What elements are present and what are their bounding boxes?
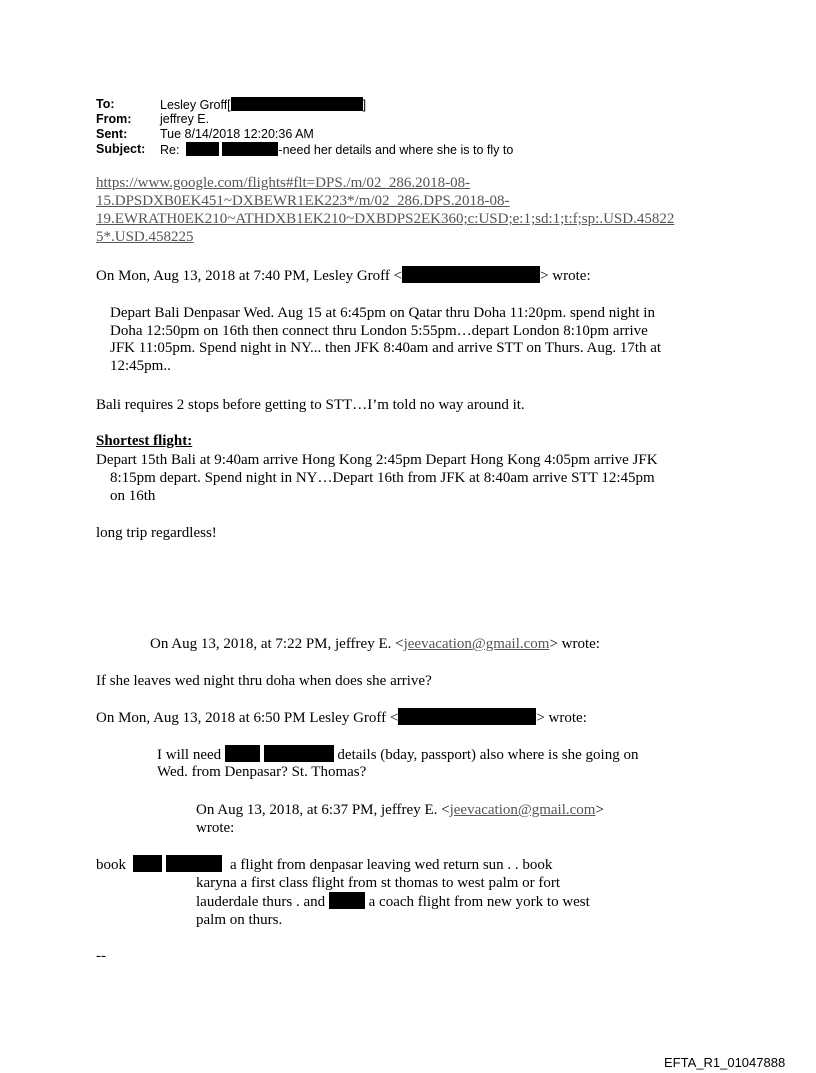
from-row (96, 112, 596, 127)
to-close: ] (362, 98, 367, 112)
redaction-block (402, 266, 540, 283)
redaction-block (264, 745, 334, 762)
shortest-line: Depart 15th Bali at 9:40am arrive Hong Kong 2:45pm Depart Hong Kong 4:05pm arrive JFK (96, 452, 658, 468)
need-text: details (bday, passport) also where is she going on (337, 747, 639, 763)
book-line-3 (196, 892, 590, 911)
book-line-4: palm on thurs. (196, 912, 283, 928)
shortest-line: 8:15pm depart. Spend night in NY…Depart 16th from JFK at 8:40am arrive STT 12:45pm (110, 470, 655, 486)
flights-link[interactable] (96, 174, 674, 246)
redaction-block (329, 892, 365, 909)
book-text: a coach flight from new york to west (368, 894, 590, 910)
from-value: jeffrey E. (160, 112, 210, 126)
shortest-paragraph (96, 451, 658, 505)
sent-row (96, 127, 596, 142)
email-link[interactable]: jeevacation@gmail.com (403, 636, 550, 652)
quote-header-suffix: > (595, 802, 604, 818)
subject-row (96, 142, 596, 157)
link-line[interactable]: 19.EWRATH0EK210~ATHDXB1EK210~DXBDPS2EK360;c:USD;e:1;sd:1;t:f;sp:.USD.45822 (96, 211, 675, 227)
quote-header-4 (196, 801, 604, 819)
to-value: Lesley Groff[ (160, 98, 231, 112)
email-header (96, 97, 596, 159)
question-text: If she leaves wed night thru doha when does she arrive? (96, 673, 432, 689)
quote-header-text: On Aug 13, 2018, at 7:22 PM, jeffrey E. < (150, 636, 404, 652)
need-text: I will need (157, 747, 222, 763)
quote-header-2 (150, 635, 600, 653)
bali-note: Bali requires 2 stops before getting to STT…I’m told no way around it. (96, 397, 525, 413)
book-line-2: karyna a first class flight from st thomas to west palm or fort (196, 875, 561, 891)
quote-header-text: On Mon, Aug 13, 2018 at 7:40 PM, Lesley Groff < (96, 268, 403, 284)
redaction-block (133, 855, 162, 872)
book-text: lauderdale thurs . and (196, 894, 326, 910)
need-line-2: Wed. from Denpasar? St. Thomas? (157, 764, 367, 780)
signature-dashes: -- (96, 948, 106, 964)
from-label: From: (96, 112, 132, 126)
redaction-block (398, 708, 536, 725)
sent-value: Tue 8/14/2018 12:20:36 AM (160, 127, 314, 141)
link-line[interactable]: https://www.google.com/flights#flt=DPS./m/02_286.2018-08- (96, 175, 471, 191)
depart-line: JFK 11:05pm. Spend night in NY... then JFK 8:40am and arrive STT on Thurs. Aug. 17th at (110, 340, 662, 356)
to-row (96, 97, 596, 112)
quote-header-suffix: > wrote: (540, 268, 591, 284)
link-line[interactable]: 15.DPSDXB0EK451~DXBEWR1EK223*/m/02_286.DPS.2018-08- (96, 193, 510, 209)
redaction-block (225, 745, 260, 762)
subject-suffix: -need her details and where she is to fly to (278, 143, 514, 157)
depart-line: 12:45pm.. (110, 357, 171, 374)
shortest-line: on 16th (110, 488, 156, 504)
subject-prefix: Re: (160, 143, 180, 157)
to-label: To: (96, 97, 115, 111)
long-trip-text: long trip regardless! (96, 525, 217, 541)
redaction-block (166, 855, 222, 872)
quote-header-suffix: > wrote: (536, 710, 587, 726)
depart-line: Doha 12:50pm on 16th then connect thru London 5:55pm…depart London 8:10pm arrive (110, 322, 648, 339)
subject-label: Subject: (96, 142, 146, 156)
document-id: EFTA_R1_01047888 (664, 1055, 786, 1070)
quote-header-3 (96, 708, 587, 727)
need-line-1 (157, 745, 638, 764)
redaction-block (231, 97, 363, 111)
redaction-block (186, 142, 219, 156)
quote-header-1 (96, 266, 591, 285)
quote-header-text: On Mon, Aug 13, 2018 at 6:50 PM Lesley Groff < (96, 710, 399, 726)
quote-header-suffix: > wrote: (549, 636, 600, 652)
link-line[interactable]: 5*.USD.458225 (96, 229, 194, 245)
depart-paragraph (110, 304, 661, 374)
sent-label: Sent: (96, 127, 128, 141)
depart-line: Depart Bali Denpasar Wed. Aug 15 at 6:45pm on Qatar thru Doha 11:20pm. spend night in (110, 305, 655, 321)
quote-header-text: On Aug 13, 2018, at 6:37 PM, jeffrey E. < (196, 802, 450, 818)
shortest-heading: Shortest flight: (96, 433, 193, 449)
email-link[interactable]: jeevacation@gmail.com (449, 802, 596, 818)
book-word: book (96, 857, 126, 873)
book-line-1: a flight from denpasar leaving wed return sun . . book (230, 857, 553, 873)
quote-header-4-line2: wrote: (196, 820, 235, 836)
redaction-block (222, 142, 278, 156)
